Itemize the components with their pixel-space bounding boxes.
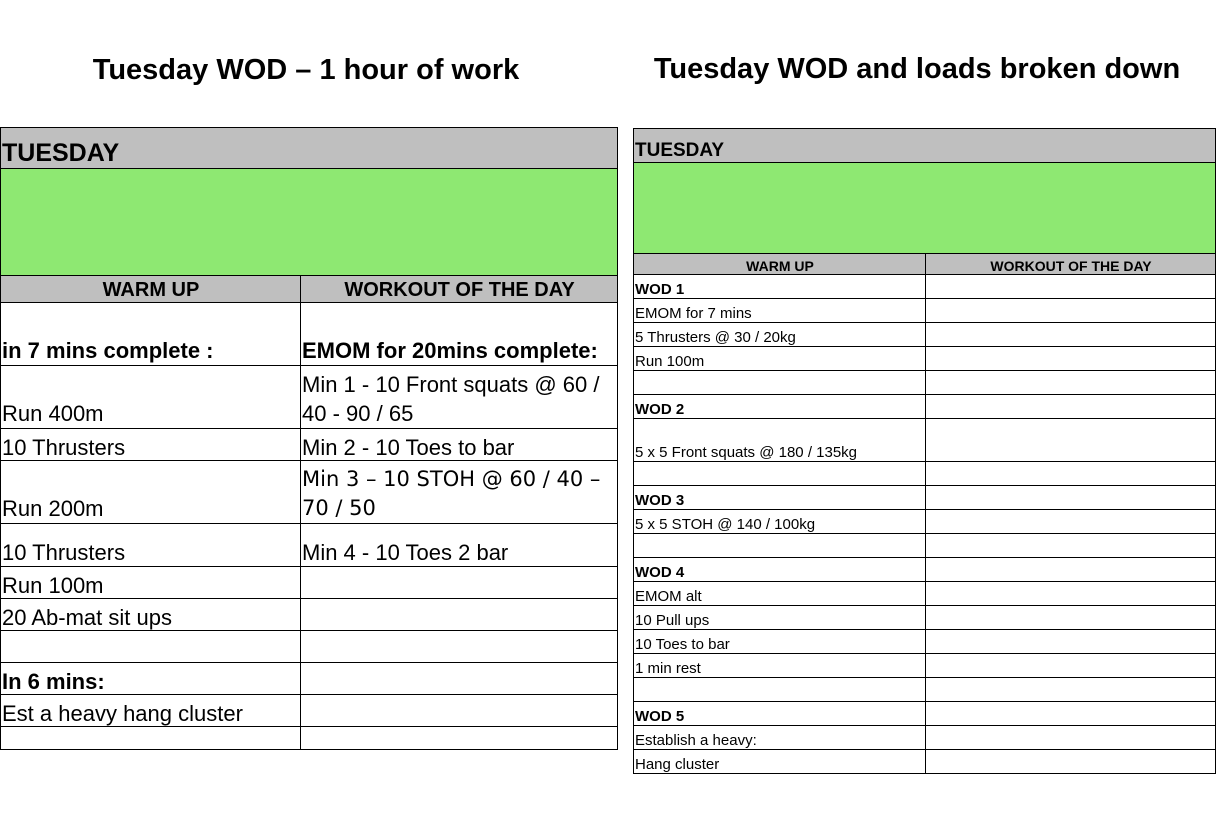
table-cell [1,727,301,750]
table-cell [926,702,1216,726]
table-cell: in 7 mins complete : [1,303,301,366]
table-cell: WOD 4 [634,558,926,582]
table-cell: Min 1 - 10 Front squats @ 60 / 40 - 90 / 65 [301,366,618,429]
wod-header: WORKOUT OF THE DAY [301,276,618,303]
table-cell [634,534,926,558]
warmup-header: WARM UP [634,254,926,275]
table-cell [926,275,1216,299]
table-cell [926,419,1216,462]
table-cell: WOD 1 [634,275,926,299]
right-page-title: Tuesday WOD and loads broken down [653,53,1181,85]
table-cell [634,462,926,486]
green-band [634,163,1216,254]
table-cell: Run 400m [1,366,301,429]
table-cell: In 6 mins: [1,663,301,695]
day-header: TUESDAY [1,128,618,169]
table-cell: Est a heavy hang cluster [1,695,301,727]
table-cell [634,678,926,702]
table-cell: EMOM alt [634,582,926,606]
table-cell [926,654,1216,678]
table-cell [926,510,1216,534]
table-cell: Establish a heavy: [634,726,926,750]
table-cell: 10 Thrusters [1,429,301,461]
table-cell: WOD 5 [634,702,926,726]
table-cell [926,486,1216,510]
right-workout-table [633,128,1216,774]
table-cell: Min 3 – 10 STOH @ 60 / 40 – 70 / 50 [301,461,618,524]
table-cell: WOD 2 [634,395,926,419]
table-cell: EMOM for 20mins complete: [301,303,618,366]
table-cell [926,678,1216,702]
table-cell [301,695,618,727]
table-cell [301,631,618,663]
left-page-title: Tuesday WOD – 1 hour of work [92,54,520,86]
table-cell [926,558,1216,582]
table-cell: 10 Toes to bar [634,630,926,654]
table-cell [926,606,1216,630]
table-cell [926,347,1216,371]
table-cell: 5 Thrusters @ 30 / 20kg [634,323,926,347]
table-cell [926,582,1216,606]
table-cell: Min 4 - 10 Toes 2 bar [301,524,618,567]
table-cell [301,567,618,599]
table-cell: 5 x 5 Front squats @ 180 / 135kg [634,419,926,462]
table-cell [926,630,1216,654]
table-cell: Hang cluster [634,750,926,774]
table-cell [926,750,1216,774]
table-cell: 20 Ab-mat sit ups [1,599,301,631]
table-cell: WOD 3 [634,486,926,510]
table-cell: Run 100m [1,567,301,599]
table-cell: Run 100m [634,347,926,371]
table-cell [1,631,301,663]
green-band [1,169,618,276]
wod-header: WORKOUT OF THE DAY [926,254,1216,275]
warmup-header: WARM UP [1,276,301,303]
table-cell [926,371,1216,395]
table-cell: Run 200m [1,461,301,524]
table-cell [301,663,618,695]
table-cell [301,727,618,750]
left-workout-table [0,127,618,750]
table-cell [926,462,1216,486]
table-cell: 10 Thrusters [1,524,301,567]
table-cell [926,726,1216,750]
table-cell: EMOM for 7 mins [634,299,926,323]
table-cell [926,299,1216,323]
table-cell: 5 x 5 STOH @ 140 / 100kg [634,510,926,534]
table-cell [926,534,1216,558]
table-cell [926,395,1216,419]
table-cell: 1 min rest [634,654,926,678]
table-cell [301,599,618,631]
table-cell: Min 2 - 10 Toes to bar [301,429,618,461]
day-header: TUESDAY [634,129,1216,163]
table-cell [634,371,926,395]
table-cell [926,323,1216,347]
table-cell: 10 Pull ups [634,606,926,630]
